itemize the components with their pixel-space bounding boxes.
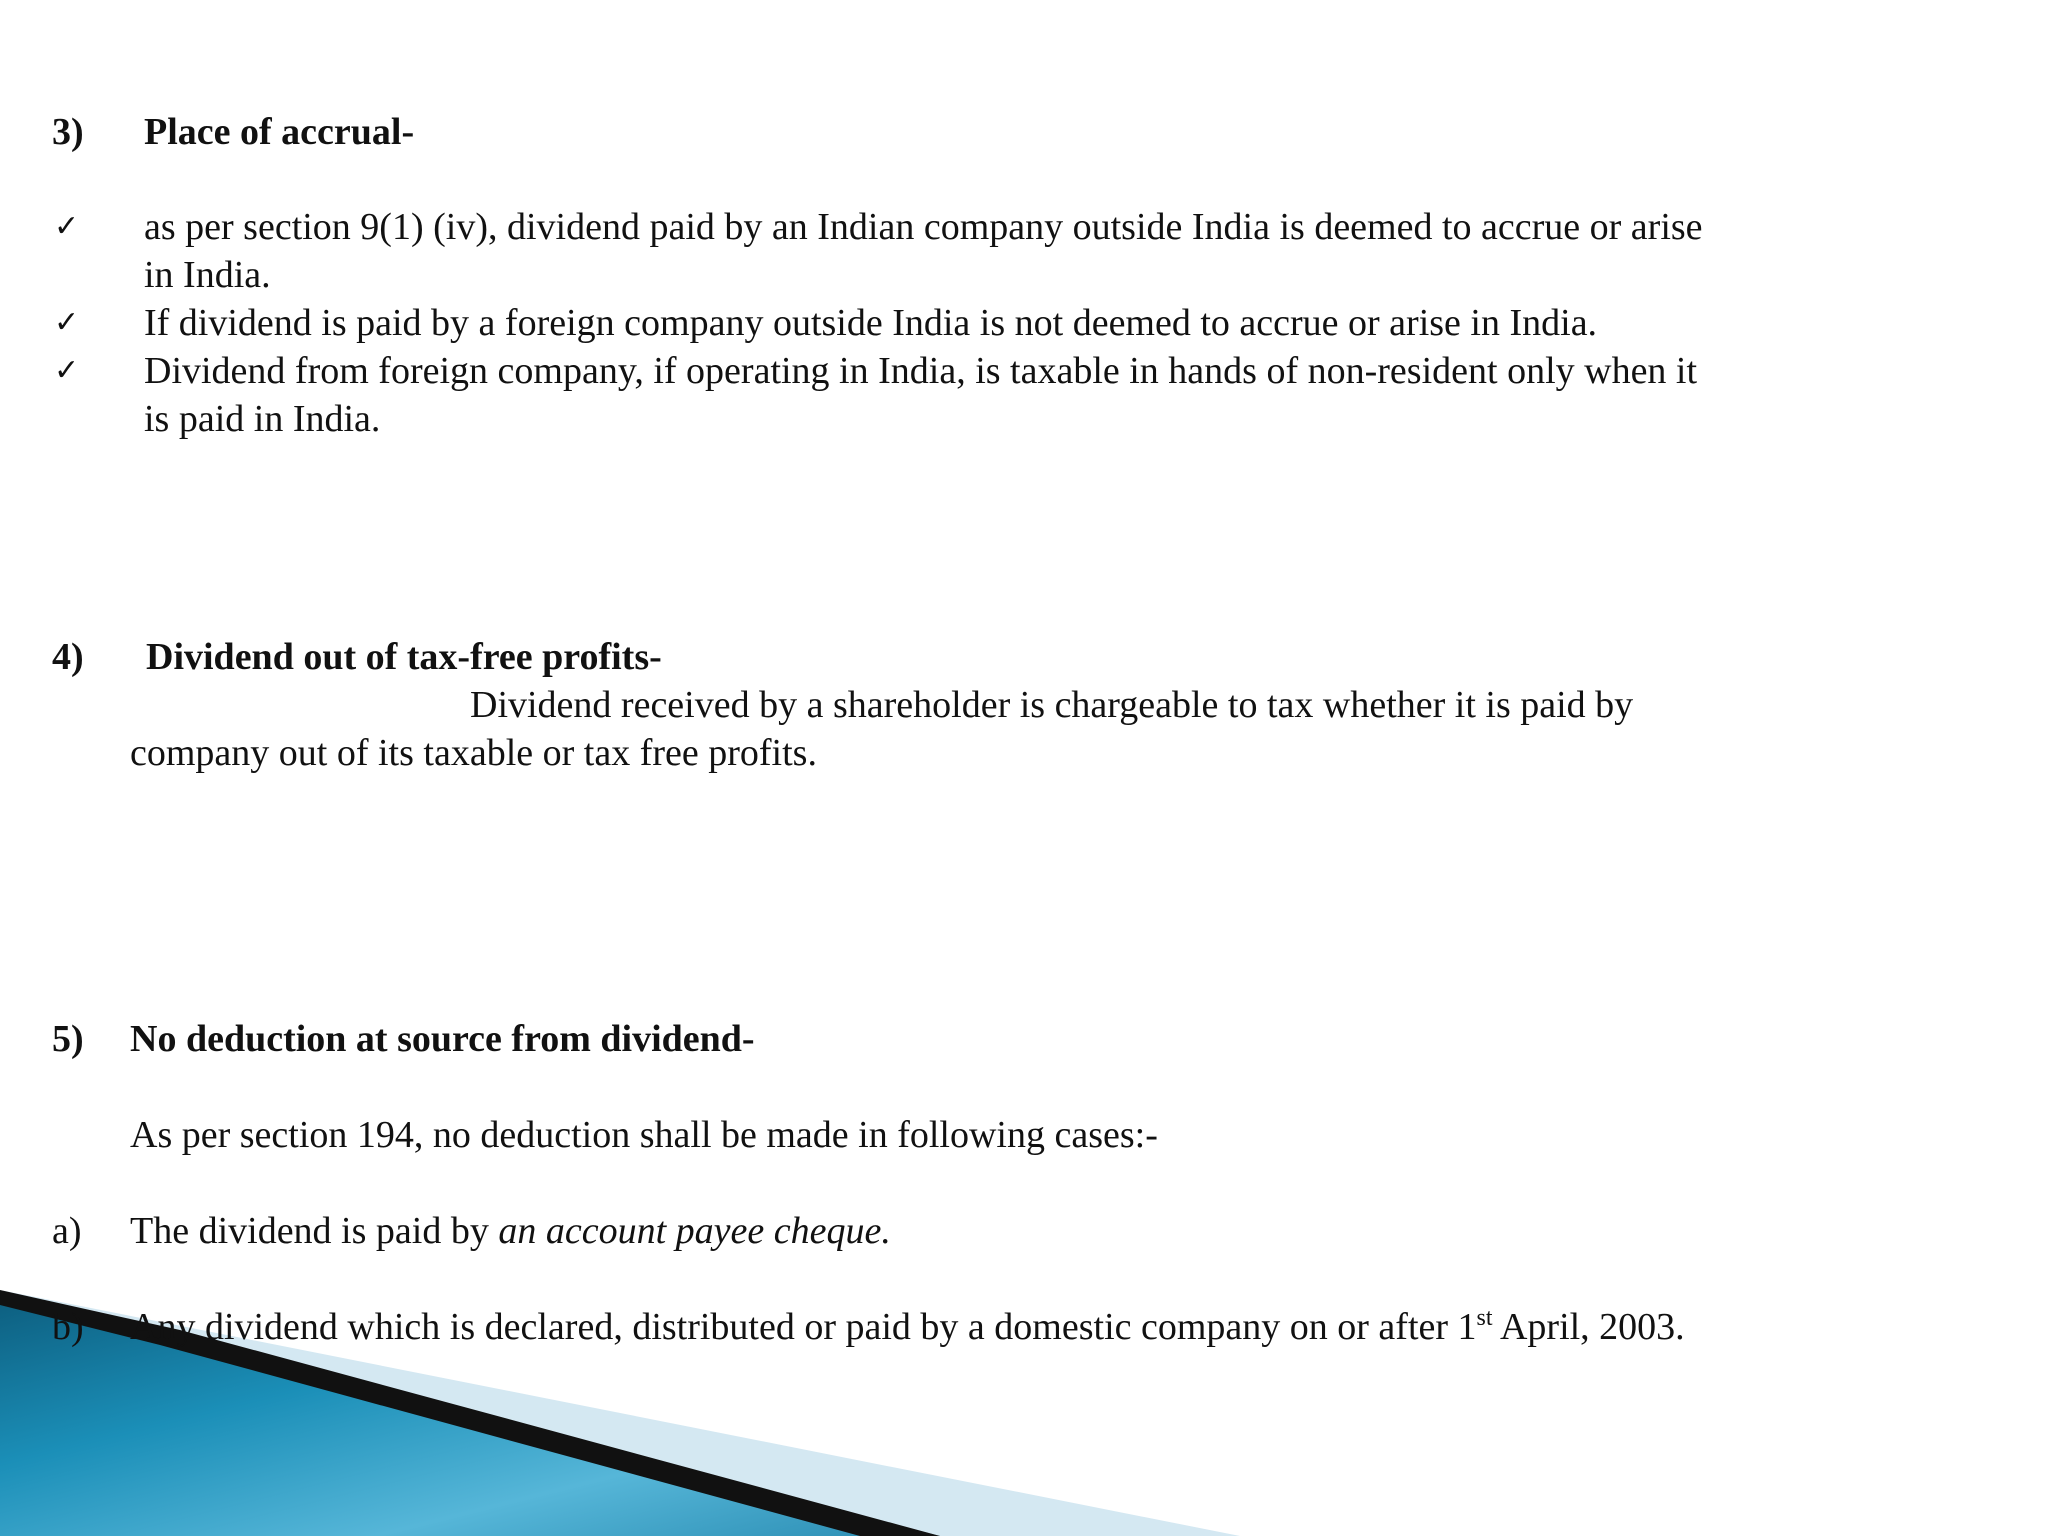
item-b-before: Any dividend which is declared, distributed or paid by a domestic company on or after 1 <box>130 1306 1477 1348</box>
section-4-number: 4) <box>52 636 84 678</box>
section-3-number: 3) <box>52 111 84 153</box>
bullet-1-line-1: as per section 9(1) (iv), dividend paid by an Indian company outside India is deemed to accrue or arise <box>144 206 1703 248</box>
item-a-plain: The dividend is paid by <box>130 1210 499 1252</box>
section-5-heading: No deduction at source from dividend- <box>130 1018 755 1060</box>
item-a-text <box>130 1207 891 1255</box>
item-a-italic: an account payee cheque. <box>498 1210 891 1252</box>
check-icon: ✓ <box>54 353 80 388</box>
check-icon: ✓ <box>54 305 80 340</box>
bullet-3-line-2: is paid in India. <box>144 398 381 440</box>
bullet-1-line-2: in India. <box>144 254 271 296</box>
item-a-marker: a) <box>52 1210 82 1252</box>
section-3-heading: Place of accrual- <box>144 111 415 153</box>
section-5-intro: As per section 194, no deduction shall be made in following cases:- <box>130 1114 1158 1156</box>
item-b-after: April, 2003. <box>1492 1306 1685 1348</box>
bullet-3-line-1: Dividend from foreign company, if operating in India, is taxable in hands of non-resident only when it <box>144 350 1698 392</box>
section-5-number: 5) <box>52 1018 84 1060</box>
section-4-body-line-1: Dividend received by a shareholder is chargeable to tax whether it is paid by <box>470 684 1634 726</box>
item-b-superscript: st <box>1476 1305 1493 1331</box>
bullet-2-line-1: If dividend is paid by a foreign company outside India is not deemed to accrue or arise in India. <box>144 302 1598 344</box>
section-4-heading: Dividend out of tax-free profits- <box>146 636 662 678</box>
check-icon: ✓ <box>54 209 80 244</box>
section-4-body-line-2: company out of its taxable or tax free profits. <box>130 732 817 774</box>
item-b-text <box>130 1303 1685 1351</box>
item-b-marker: b) <box>52 1306 84 1348</box>
